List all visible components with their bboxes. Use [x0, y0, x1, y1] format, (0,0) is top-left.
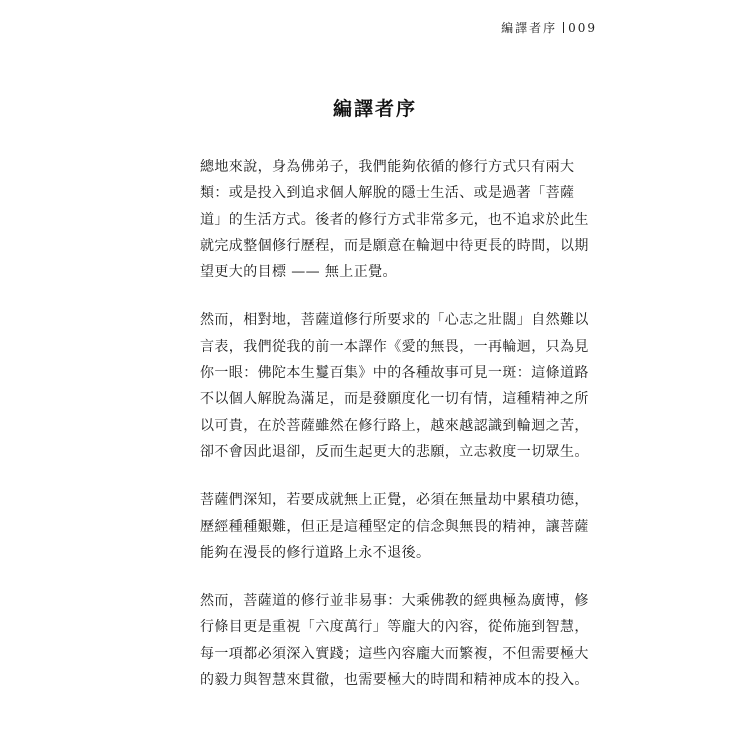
running-header	[501, 19, 597, 36]
text-line: 卻不會因此退卻，反而生起更大的悲願，立志救度一切眾生。	[200, 443, 589, 460]
running-header-title: 編譯者序	[501, 21, 558, 35]
text-line: 的毅力與智慧來貫徹，也需要極大的時間和精神成本的投入。	[200, 672, 589, 689]
text-line: 以可貴，在於菩薩雖然在修行路上，越來越認識到輪迴之苦，	[200, 417, 589, 434]
text-line: 言表，我們從我的前一本譯作《愛的無畏，一再輪迴，只為見	[200, 338, 589, 355]
text-line: 歷經種種艱難，但正是這種堅定的信念與無畏的精神，讓菩薩	[200, 518, 589, 535]
paragraph-2	[200, 307, 589, 465]
page-number: 009	[568, 21, 597, 35]
text-line: 能夠在漫長的修行道路上永不退後。	[200, 544, 431, 561]
header-divider	[563, 22, 564, 33]
paragraph-3	[200, 487, 589, 566]
chapter-title: 編譯者序	[332, 98, 417, 120]
text-line: 道」的生活方式。後者的修行方式非常多元，也不追求於此生	[200, 211, 589, 228]
text-line: 菩薩們深知，若要成就無上正覺，必須在無量劫中累積功德，	[200, 492, 589, 509]
text-line: 不以個人解脫為滿足，而是發願度化一切有情，這種精神之所	[200, 391, 589, 408]
text-line: 總地來說，身為佛弟子，我們能夠依循的修行方式只有兩大	[200, 159, 575, 175]
text-line: 就完成整個修行歷程，而是願意在輪迴中待更長的時間，以期	[200, 237, 589, 254]
text-line: 然而，相對地，菩薩道修行所要求的「心志之壯闊」自然難以	[200, 312, 589, 329]
paragraph-1	[200, 154, 589, 285]
text-line: 你一眼：佛陀本生鬘百集》中的各種故事可見一斑：這條道路	[200, 365, 589, 382]
body-text	[200, 154, 589, 715]
text-line: 每一項都必須深入實踐；這些內容龐大而繁複，不但需要極大	[200, 645, 589, 662]
text-line: 類：或是投入到追求個人解脫的隱士生活、或是過著「菩薩	[200, 185, 575, 202]
text-line: 行條目更是重視「六度萬行」等龐大的內容，從佈施到智慧，	[200, 619, 589, 636]
paragraph-4	[200, 588, 589, 693]
text-line: 然而，菩薩道的修行並非易事：大乘佛教的經典極為廣博，修	[200, 593, 589, 610]
text-line: 望更大的目標 —— 無上正覺。	[200, 264, 397, 281]
